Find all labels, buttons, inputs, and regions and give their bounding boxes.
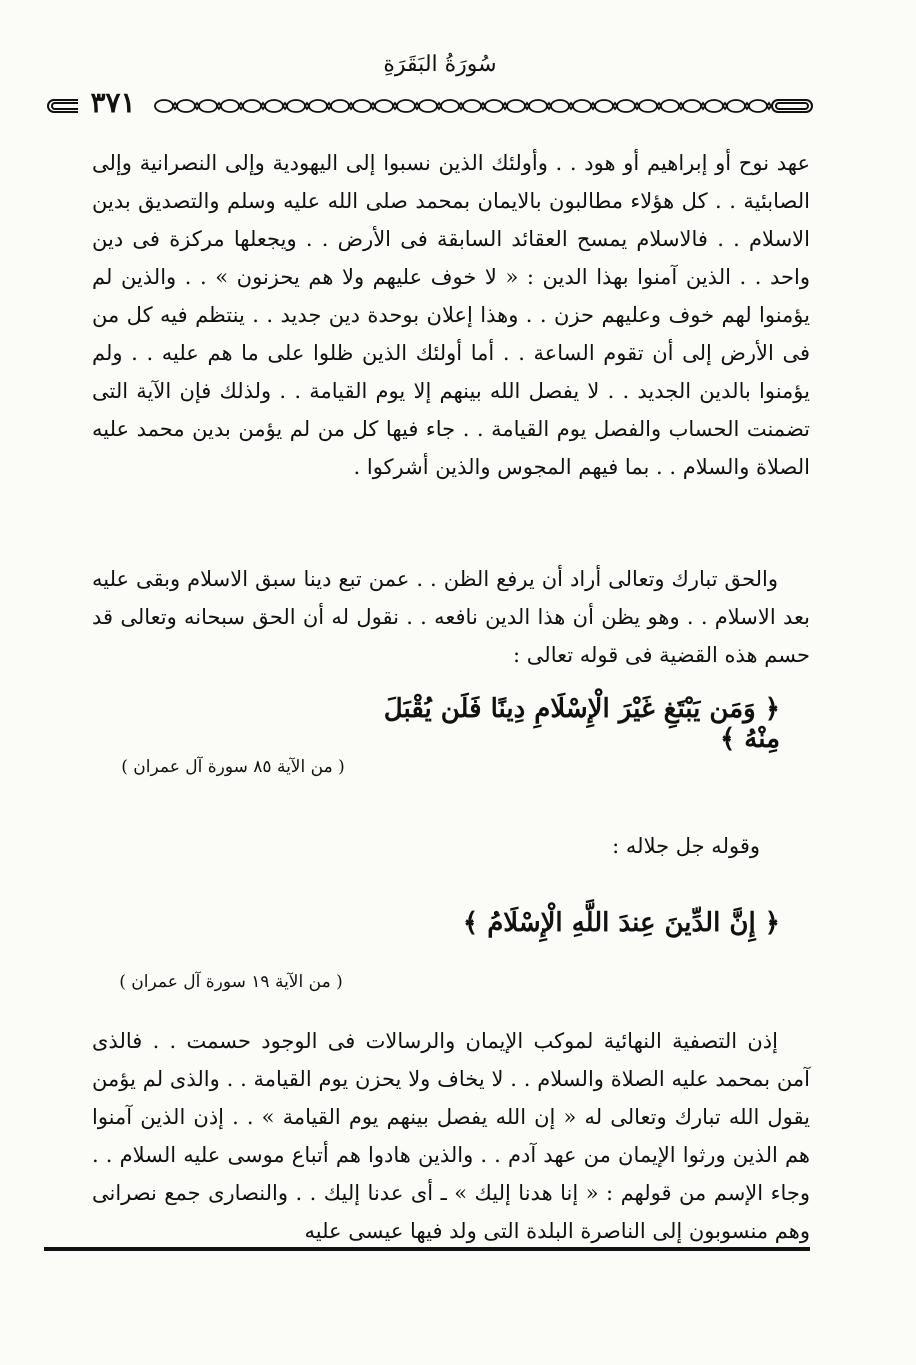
verse-citation-2: ( من الآية ١٩ سورة آل عمران ) [119, 972, 343, 992]
paragraph-3: إذن التصفية النهائية لموكب الإيمان والرسالات فى الوجود حسمت . . فالذى آمن بمحمد عليه الصلاة والسلام . . لا يخاف ولا يحزن يوم القيامة . . والذى لم يؤمن يقول الله تبارك وتعالى له « إن الله يفصل بينهم يوم القيامة » . . إذن الذين آمنوا هم الذين ورثوا الإيمان من عهد آدم . . والذين هادوا هم أتباع موسى عليه السلام . . وجاء الإسم من قولهم : « إنا هدنا إليك » ـ أى عدنا إليك . . والنصارى جمع نصرانى وهم منسوبون إلى الناصرة البلدة التى ولد فيها عيسى عليه [92, 1029, 810, 1243]
quran-verse-1: ﴿ وَمَن يَبْتَغِ غَيْرَ الْإِسْلَامِ دِينًا فَلَن يُقْبَلَ مِنْهُ ﴾ [383, 694, 780, 754]
verse-lead-in: وقوله جل جلاله : [612, 834, 760, 858]
surah-title: سُورَةُ البَقَرَةِ [383, 52, 497, 77]
bottom-rule [44, 1247, 810, 1251]
quran-verse-2: ﴿ إِنَّ الدِّينَ عِندَ اللَّهِ الْإِسْلَامُ ﴾ [462, 908, 780, 938]
verse-citation-1: ( من الآية ٨٥ سورة آل عمران ) [121, 757, 345, 777]
paragraph-1: عهد نوح أو إبراهيم أو هود . . وأولئك الذين نسبوا إلى اليهودية وإلى النصرانية وإلى الصابئية . . كل هؤلاء مطالبون بالايمان بمحمد صلى الله عليه وسلم والتصديق بدين الاسلام . . فالاسلام يمسح العقائد السابقة فى الأرض . . ويجعلها مركزة فى دين واحد . . الذين آمنوا بهذا الدين : « لا خوف عليهم ولا هم يحزنون » . . والذين لم يؤمنوا لهم خوف وعليهم حزن . . وهذا إعلان بوحدة دين جديد . . ينتظم فيه كل من فى الأرض إلى أن تقوم الساعة . . أما أولئك الذين ظلوا على ما هم عليه . . ولم يؤمنوا بالدين الجديد . . لا يفصل الله بينهم إلا يوم القيامة . . ولذلك فإن الآية التى تضمنت الحساب والفصل يوم القيامة . . جاء فيها كل من لم يؤمن بدين محمد عليه الصلاة والسلام . . بما فيهم المجوس والذين أشركوا . [92, 151, 810, 479]
page-number: ٣٧١ [78, 86, 148, 119]
paragraph-2: والحق تبارك وتعالى أراد أن يرفع الظن . . عمن تبع دينا سبق الاسلام وبقى عليه بعد الاسلام . . وهو يظن أن هذا الدين نافعه . . نقول له أن الحق سبحانه وتعالى قد حسم هذه القضية فى قوله تعالى : [92, 567, 810, 667]
ornamental-border [44, 92, 816, 120]
